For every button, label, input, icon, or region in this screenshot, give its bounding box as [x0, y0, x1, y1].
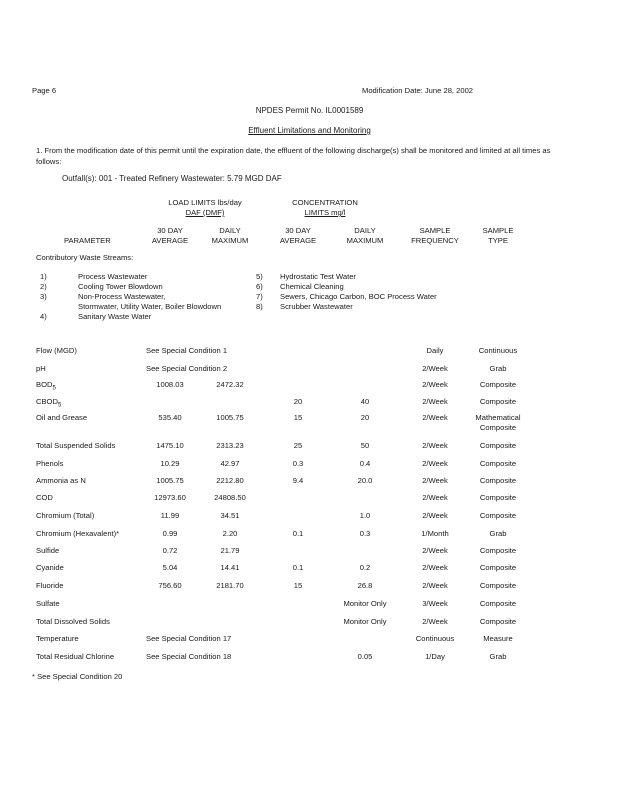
modification-date: Modification Date: June 28, 2002 [362, 86, 474, 95]
stream-name: Chemical Cleaning [280, 282, 344, 291]
stream-number: 6) [256, 282, 263, 291]
stream-number: 5) [256, 272, 263, 281]
row-load-daily: 24808.50 [214, 493, 246, 502]
row-load-30day: 1005.75 [156, 476, 184, 485]
row-load-daily: 34.51 [220, 511, 240, 520]
parameter-header: PARAMETER [64, 236, 111, 245]
row-load-30day: See Special Condition 18 [146, 652, 232, 661]
row-sample-type: Composite [479, 441, 517, 450]
stream-number: 3) [40, 292, 47, 301]
stream-name: Stormwater, Utility Water, Boiler Blowdown [78, 302, 222, 311]
row-sample-frequency: 2/Week [422, 563, 448, 572]
row-sample-type: Measure [483, 634, 513, 643]
conc-daily-header: DAILY MAXIMUM [346, 226, 384, 245]
row-sample-frequency: 2/Week [422, 511, 448, 520]
row-sample-type: Grab [489, 529, 507, 538]
row-conc-daily: 20.0 [357, 476, 373, 485]
footnote: * See Special Condition 20 [32, 672, 123, 681]
row-conc-daily: 40 [360, 397, 370, 406]
row-parameter: COD [36, 493, 53, 502]
row-sample-frequency: 1/Day [425, 652, 445, 661]
row-conc-daily: 0.05 [357, 652, 373, 661]
row-sample-type: Composite [479, 599, 517, 608]
row-sample-frequency: Daily [426, 346, 444, 355]
row-load-daily: 2212.80 [216, 476, 244, 485]
row-load-daily: 14.41 [220, 563, 240, 572]
row-load-30day: 12973.60 [154, 493, 186, 502]
row-conc-daily: Monitor Only [343, 617, 387, 626]
stream-name: Hydrostatic Test Water [280, 272, 356, 281]
row-sample-frequency: 2/Week [422, 459, 448, 468]
row-conc-30day: 15 [293, 413, 303, 422]
stream-number: 2) [40, 282, 47, 291]
stream-number: 8) [256, 302, 263, 311]
row-load-daily: 2313.23 [216, 441, 244, 450]
load-limits-header: LOAD LIMITS lbs/day DAF (DMF) [168, 198, 242, 217]
row-parameter: $CBOD_5$ [36, 397, 62, 409]
row-conc-daily: Monitor Only [343, 599, 387, 608]
row-parameter: Phenols [36, 459, 64, 468]
row-sample-type: Composite [479, 563, 517, 572]
stream-name: Cooling Tower Blowdown [78, 282, 163, 291]
row-load-daily: 2.20 [222, 529, 238, 538]
row-conc-30day: 9.4 [292, 476, 304, 485]
row-parameter: Chromium (Total) [36, 511, 95, 520]
row-sample-frequency: Continuous [415, 634, 455, 643]
row-parameter: Cyanide [36, 563, 64, 572]
row-sample-type: Composite [479, 380, 517, 389]
row-sample-type: Grab [489, 652, 507, 661]
stream-name: Process Wastewater [78, 272, 148, 281]
row-sample-type: Grab [489, 364, 507, 373]
row-load-30day: See Special Condition 2 [146, 364, 228, 373]
conc-30day-header: 30 DAY AVERAGE [279, 226, 317, 245]
row-sample-frequency: 3/Week [422, 599, 448, 608]
row-sample-type: Composite [479, 511, 517, 520]
row-sample-frequency: 2/Week [422, 364, 448, 373]
row-load-30day: 0.72 [162, 546, 178, 555]
row-sample-type: Composite [479, 459, 517, 468]
streams-title: Contributory Waste Streams: [36, 253, 134, 262]
row-parameter: $BOD_5$ [36, 380, 56, 392]
row-parameter: Oil and Grease [36, 413, 88, 422]
intro-paragraph: 1. From the modification date of this permit until the expiration date, the effluent of the following discharge(s) shall be monitored and limited at all times as follows: [36, 146, 551, 166]
row-load-30day: 11.99 [160, 511, 180, 520]
sample-frequency-header: SAMPLE FREQUENCY [411, 226, 459, 245]
row-parameter: Sulfide [36, 546, 60, 555]
row-sample-frequency: 2/Week [422, 413, 448, 422]
row-load-daily: 1005.75 [216, 413, 244, 422]
stream-name: Scrubber Wastewater [280, 302, 353, 311]
row-parameter: Temperature [36, 634, 79, 643]
row-load-30day: 5.04 [162, 563, 178, 572]
row-conc-daily: 50 [360, 441, 370, 450]
row-sample-type: Composite [479, 617, 517, 626]
row-parameter: Total Dissolved Solids [36, 617, 110, 626]
row-sample-frequency: 2/Week [422, 397, 448, 406]
stream-name: Non-Process Wastewater, [78, 292, 166, 301]
concentration-header: CONCENTRATION LIMITS mg/l [292, 198, 358, 217]
stream-name: Sewers, Chicago Carbon, BOC Process Water [280, 292, 437, 301]
section-title: Effluent Limitations and Monitoring [248, 126, 371, 135]
row-conc-daily: 0.3 [359, 529, 371, 538]
row-conc-30day: 0.1 [292, 529, 304, 538]
row-load-daily: 42.97 [220, 459, 240, 468]
outfall-line: Outfall(s): 001 - Treated Refinery Wastewater: 5.79 MGD DAF [62, 174, 282, 183]
stream-number: 4) [40, 312, 47, 321]
row-conc-30day: 0.3 [292, 459, 304, 468]
row-conc-daily: 26.8 [357, 581, 373, 590]
row-conc-30day: 15 [293, 581, 303, 590]
row-sample-frequency: 2/Week [422, 581, 448, 590]
row-conc-30day: 20 [293, 397, 303, 406]
row-parameter: Chromium (Hexavalent)* [36, 529, 120, 538]
row-load-30day: See Special Condition 1 [146, 346, 228, 355]
sample-type-header: SAMPLE TYPE [482, 226, 514, 245]
row-load-daily: 2181.70 [216, 581, 244, 590]
row-load-30day: 756.60 [158, 581, 182, 590]
stream-name: Sanitary Waste Water [78, 312, 152, 321]
row-sample-type: Composite [479, 397, 517, 406]
row-load-daily: 2472.32 [216, 380, 244, 389]
row-parameter: Flow (MGD) [36, 346, 77, 355]
row-conc-daily: 1.0 [359, 511, 371, 520]
row-parameter: Total Residual Chlorine [36, 652, 115, 661]
row-sample-frequency: 2/Week [422, 493, 448, 502]
stream-number: 1) [40, 272, 47, 281]
row-sample-type: Composite [479, 546, 517, 555]
row-sample-frequency: 1/Month [421, 529, 449, 538]
row-parameter: Total Suspended Solids [36, 441, 116, 450]
page-label: Page 6 [32, 86, 57, 95]
row-sample-type: Composite [479, 476, 517, 485]
row-load-30day: See Special Condition 17 [146, 634, 232, 643]
row-load-30day: 10.29 [160, 459, 180, 468]
row-conc-30day: 0.1 [292, 563, 304, 572]
load-30day-header: 30 DAY AVERAGE [151, 226, 189, 245]
row-conc-daily: 20 [360, 413, 370, 422]
row-load-daily: 21.79 [220, 546, 240, 555]
row-conc-30day: 25 [293, 441, 303, 450]
row-load-30day: 535.40 [158, 413, 182, 422]
row-sample-type: Mathematical Composite [475, 413, 521, 432]
row-load-30day: 0.99 [162, 529, 178, 538]
row-sample-frequency: 2/Week [422, 476, 448, 485]
row-conc-daily: 0.4 [359, 459, 371, 468]
row-sample-type: Composite [479, 581, 517, 590]
load-daily-header: DAILY MAXIMUM [211, 226, 249, 245]
stream-number: 7) [256, 292, 263, 301]
row-sample-frequency: 2/Week [422, 617, 448, 626]
row-parameter: Ammonia as N [36, 476, 86, 485]
row-parameter: Fluoride [36, 581, 64, 590]
row-sample-type: Continuous [478, 346, 518, 355]
row-sample-frequency: 2/Week [422, 380, 448, 389]
row-load-30day: 1008.03 [156, 380, 184, 389]
row-sample-frequency: 2/Week [422, 546, 448, 555]
row-conc-daily: 0.2 [359, 563, 371, 572]
row-sample-frequency: 2/Week [422, 441, 448, 450]
row-parameter: pH [36, 364, 46, 373]
permit-number: NPDES Permit No. IL0001589 [255, 106, 364, 115]
row-sample-type: Composite [479, 493, 517, 502]
row-load-30day: 1475.10 [156, 441, 184, 450]
row-parameter: Sulfate [36, 599, 60, 608]
